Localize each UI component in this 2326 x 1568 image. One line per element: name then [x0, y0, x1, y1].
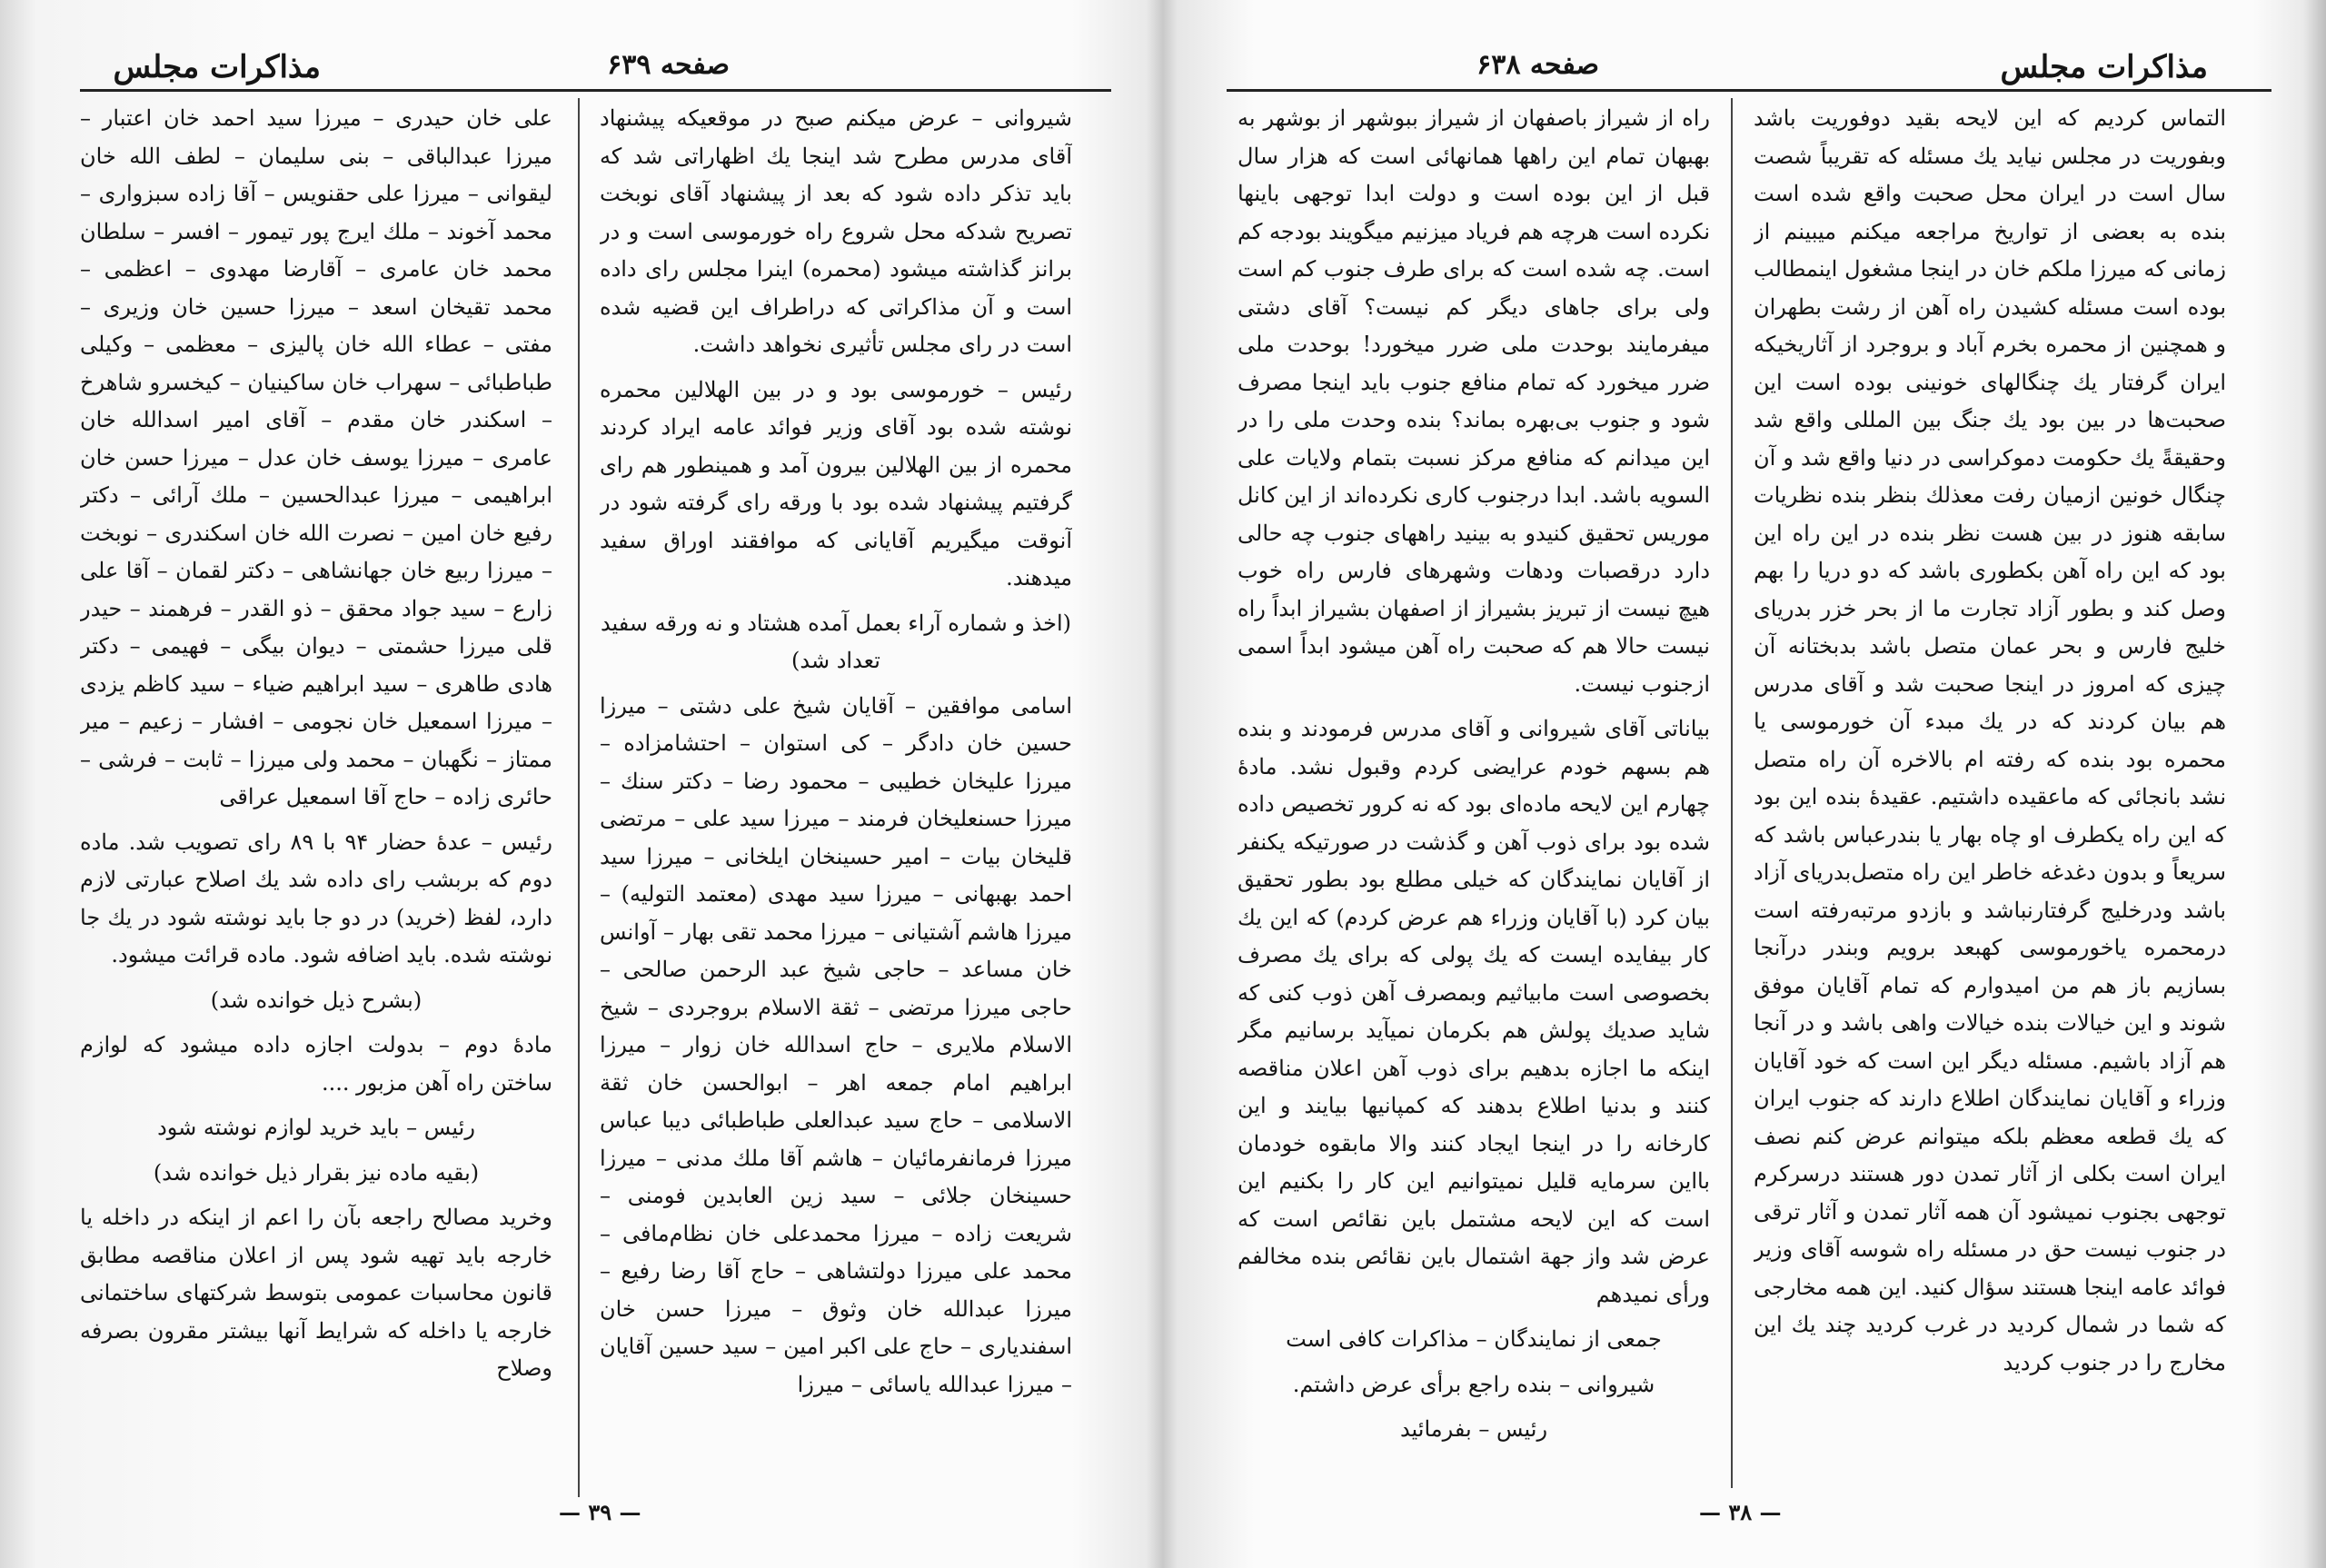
- page-footer: — ۳۸ —: [1699, 1499, 1782, 1525]
- paragraph: رئیس – بفرمائید: [1399, 1416, 1548, 1442]
- page-number: صفحه ۶۳۹: [607, 49, 730, 81]
- page-number: صفحه ۶۳۸: [1476, 49, 1599, 81]
- paragraph: رئیس – عدهٔ حضار ۹۴ با ۸۹ رای تصویب شد. ماده دوم که بربشب رای داده شد یك اصلاح عبارتی لازم دارد، لفظ (خرید) در دو جا باید نوشته شود در یك جا نوشته شده. باید اضافه شود. ماده قرائت میشود.: [80, 829, 552, 968]
- paragraph: اسامی موافقین – آقایان شیخ علی دشتی – میرزا حسین خان دادگر – کی استوان – احتشامزاده – میرزا علیخان خطیبی – محمود رضا – دکتر سنك – میرزا حسنعلیخان فرمند – میرزا سید علی – مرتضی قلیخان بیات – امیر حسینخان ایلخانی – میرزا سید احمد بهبهانی – میرزا سید مهدی (معتمد التولیه) – میرزا هاشم آشتیانی – میرزا محمد تقی بهار – آوانس خان مساعد – حاجی شیخ عبد الرحمن صالحی – حاجی میرزا مرتضی – ثقة الاسلام بروجردی – شیخ الاسلام ملایری – حاج اسدالله خان زوار – میرزا ابراهیم امام جمعه اهر – ابوالحسن خان ثقة الاسلامی – حاج سید عبدالعلی طباطبائی دیبا عباس میرزا فرمانفرمائیان – هاشم آقا ملك مدنی – میرزا حسینخان جلائی – سید زین العابدین فومنی – شریعت زاده – میرزا محمدعلی خان نظام‌مافی – محمد علی میرزا دولتشاهی – حاج آقا رضا رفیع – میرزا عبدالله خان وثوق – میرزا حسن خان اسفندیاری – حاج علی اکبر امین – سید حسین آقایان – میرزا عبدالله یاسائی – میرزا: [600, 692, 1072, 1397]
- page-639: [0, 0, 1154, 1568]
- column-divider: [578, 98, 580, 1497]
- paragraph: بیاناتی آقای شیروانی و آقای مدرس فرمودند و بنده هم بسهم خودم عرایضی کردم وقبول نشد. مادهٔ چهارم این لایحه ماده‌ای بود که نه کرور تخصیص داده شده بود برای ذوب آهن و گذشت در صورتیکه یکنفر از آقایان نمایندگان که خیلی مطلع بود بطور تحقیق بیان کرد (با آقایان وزراء هم عرض کردم) که این یك کار بیفایده ایست که یك پولی که برای یك مصرف بخصوصی است مابیاثیم وبمصرف آهن ذوب کنی که شاید صدیك پولش هم بکرمان نمیآید برسانیم مگر اینکه ما اجازه بدهیم برای ذوب آهن اعلان مناقصه کنند و بدنیا اطلاع بدهند که کمپانیها بیایند و این کارخانه را در اینجا ایجاد کنند والا مابقوه خودمان بااین سرمایه قلیل نمیتوانیم این کار را بکنیم این است که این لایحه مشتمل باین نقائص است که عرض شد واز جهة اشتمال باین نقائص بنده مخالفم ورأی نمیدهم: [1238, 716, 1710, 1307]
- text-column-right: [600, 100, 1072, 1490]
- paragraph: شیروانی – عرض میکنم صبح در موقعیکه پیشنهاد آقای مدرس مطرح شد اینجا یك اظهاراتی شد که باید تذکر داده شود که بعد از پیشنهاد آقای نوبخت تصریح شدکه محل شروع راه خورموسی است و در برانز گذاشته میشود (محمره) اینرا مجلس رای داده است و آن مذاکراتی که دراطراف این قضیه شده است در رای مجلس تأثیری نخواهد داشت.: [600, 105, 1072, 357]
- page-title: مذاکرات مجلس: [113, 49, 321, 85]
- page-header: [80, 45, 1111, 92]
- paragraph: وخرید مصالح راجعه بآن را اعم از اینکه در داخله یا خارجه باید تهیه شود پس از اعلان مناقصه مطابق قانون محاسبات عمومی بتوسط شرکتهای ساختمانی خارجه یا داخله که شرایط آنها بیشتر مقرون بصرفه وصلاح: [80, 1205, 552, 1381]
- paragraph: علی خان حیدری – میرزا سید احمد خان اعتبار – میرزا عبدالباقی – بنی سلیمان – لطف الله خان لیقوانی – میرزا علی حقنویس – آقا زاده سبزواری – محمد آخوند – ملك ایرج پور تیمور – افسر – سلطان محمد خان عامری – آقارضا مهدوی – اعظمی – محمد تقیخان اسعد – میرزا حسین خان وزیری – مفتی – عطاء الله خان پالیزی – معظمی – وکیلی طباطبائی – سهراب خان ساکینیان – کیخسرو شاهرخ – اسکندر خان مقدم – آقای امیر اسدالله خان عامری – میرزا یوسف خان عدل – میرزا حسن خان ابراهیمی – میرزا عبدالحسین – ملك آرائی – دکتر رفیع خان امین – نصرت الله خان اسکندری – نوبخت – میرزا ربیع خان جهانشاهی – دکتر لقمان – آقا علی زارع – سید جواد محقق – ذو القدر – فرهمند – حیدر قلی میرزا حشمتی – دیوان بیگی – فهیمی – دکتر هادی طاهری – سید ابراهیم ضیاء – سید کاظم یزدی – میرزا اسمعیل خان نجومی – افشار – زعیم – میر ممتاز – نگهبان – محمد ولی میرزا – ثابت – فرشی – حائری زاده – حاج آقا اسمعیل عراقی: [80, 105, 552, 809]
- text-column-left: [80, 100, 552, 1499]
- paragraph: التماس کردیم که این لایحه بقید دوفوریت باشد وبفوریت در مجلس نیاید یك مسئله که تقریباً شصت سال است در ایران محل صحبت واقع شده است بنده به بعضی از تواریخ مراجعه میکنم میبینم از زمانی که میرزا ملکم خان در اینجا مشغول اینمطالب بوده است مسئله کشیدن راه آهن از رشت بطهران و همچنین از محمره بخرم آباد و بروجرد از آثاریخیکه ایران گرفتار یك چنگالهای خونینی بوده است این صحبت‌ها در بین بود یك جنگ بین المللی واقع شد وحقیقةً یك حکومت دموکراسی در دنیا واقع شد و آن چنگال خونین ازمیان رفت معذلك بنظر بنده نظریات سابقه هنوز در بین هست نظر بنده در این راه این بود که این راه آهن بکطوری باشد که دو دریا را بهم وصل کند و بطور آزاد تجارت ما از بحر خزر بدریای خلیج فارس و بحر عمان متصل باشد بدبختانه آن چیزی که امروز در اینجا صحبت شد و آقای مدرس هم بیان کردند که در یك مبدء آن خورموسی یا محمره بود بنده که رفته ام بالاخره آن راه متصل نشد بانجائی که ماعقیده داشتیم. عقیدهٔ بنده این بود که این راه یکطرف او چاه بهار یا بندرعباس باشد که سریعاً و بدون دغدغه خاطر این راه متصل‌بدریای آزاد باشد ودرخلیج گرفتارنباشد و بازدو مرتبه‌رفته است درمحمره یاخورموسی کهبعد برویم وبندر درآنجا بسازیم باز هم من امیدوارم که تمام آقایان موفق شوند و این خیالات بنده خیالات واهی باشد و در آنجا هم آزاد باشیم. مسئله دیگر این است که خود آقایان وزراء و آقایان نمایندگان اطلاع دارند که جنوب ایران که یك قطعه معظم بلکه میتوانم عرض کنم نصف ایران است بکلی از آثار تمدن دور هستند درسرکرم توجهی بجنوب نمیشود آن همه آثار تمدن و آثار ترقی در جنوب نیست حق در مسئله راه شوسه آقای وزیر فوائد عامه اینجا هستند سؤال کنید. این همه مخارجی که شما در شمال کردید در غرب کردید چند یك این مخارج را در جنوب کردید: [1754, 105, 2226, 1375]
- paragraph: رئیس – باید خرید لوازم نوشته شود: [157, 1115, 475, 1140]
- paragraph: (اخذ و شماره آراء بعمل آمده هشتاد و نه ورقه سفید تعداد شد): [600, 610, 1072, 673]
- paragraph: مادهٔ دوم – بدولت اجازه داده میشود که لوازم ساختن راه آهن مزبور ....: [80, 1032, 552, 1096]
- page-title: مذاکرات مجلس: [2000, 49, 2208, 85]
- paragraph: رئیس – خورموسی بود و در بین الهلالین محمره نوشته شده بود آقای وزیر فوائد عامه ایراد کردند محمره از بین الهلالین بیرون آمد و همینطور هم رای گرفتیم پیشنهاد شده بود با ورقه رای گرفته شود در آنوقت میگیریم آقایانی که موافقند اوراق سفید میدهند.: [600, 376, 1072, 590]
- paragraph: (بقیه ماده نیز بقرار ذیل خوانده شد): [153, 1159, 480, 1186]
- page-header: [1227, 45, 2271, 92]
- paragraph: جمعی از نمایندگان – مذاکرات کافی است: [1286, 1326, 1662, 1352]
- page-footer: — ۳۹ —: [559, 1499, 641, 1525]
- column-divider: [1731, 98, 1733, 1488]
- paragraph: شیروانی – بنده راجع برأی عرض داشتم.: [1292, 1371, 1655, 1397]
- paragraph: راه از شیراز باصفهان از شیراز ببوشهر از بوشهر به بهبهان تمام این راهها همانهائی است که هزار سال قبل از این بوده است و دولت ابدا توجهی باینها نکرده است هرچه هم فریاد میزنیم میگویند بودجه کم است. چه شده است که برای طرف جنوب کم است ولی برای جاهای دیگر کم نیست؟ آقای دشتی میفرمایند بوحدت ملی ضرر میخورد! بوحدت ملی ضرر میخورد که تمام منافع جنوب باید اینجا مصرف شود و جنوب بی‌بهره بماند؟ بنده وحدت ملی را در این میدانم که منافع مرکز نسبت بتمام ولایات علی السویه باشد. ابدا درجنوب کاری نکرده‌اند از این کانل موریس تحقیق کنیدو به بینید راههای جنوب چه حالی دارد درقصبات ودهات وشهرهای فارس راه خوب هیچ نیست از تبریز بشیراز از اصفهان بشیراز ابداً راه نیست حالا هم که صحبت راه آهن میشود ابداً اسمی ازجنوب نیست.: [1238, 105, 1710, 697]
- paragraph: (بشرح ذیل خوانده شد): [210, 987, 422, 1013]
- page-638: [1172, 0, 2326, 1568]
- text-column-left: [1238, 100, 1710, 1481]
- text-column-right: [1754, 100, 2226, 1499]
